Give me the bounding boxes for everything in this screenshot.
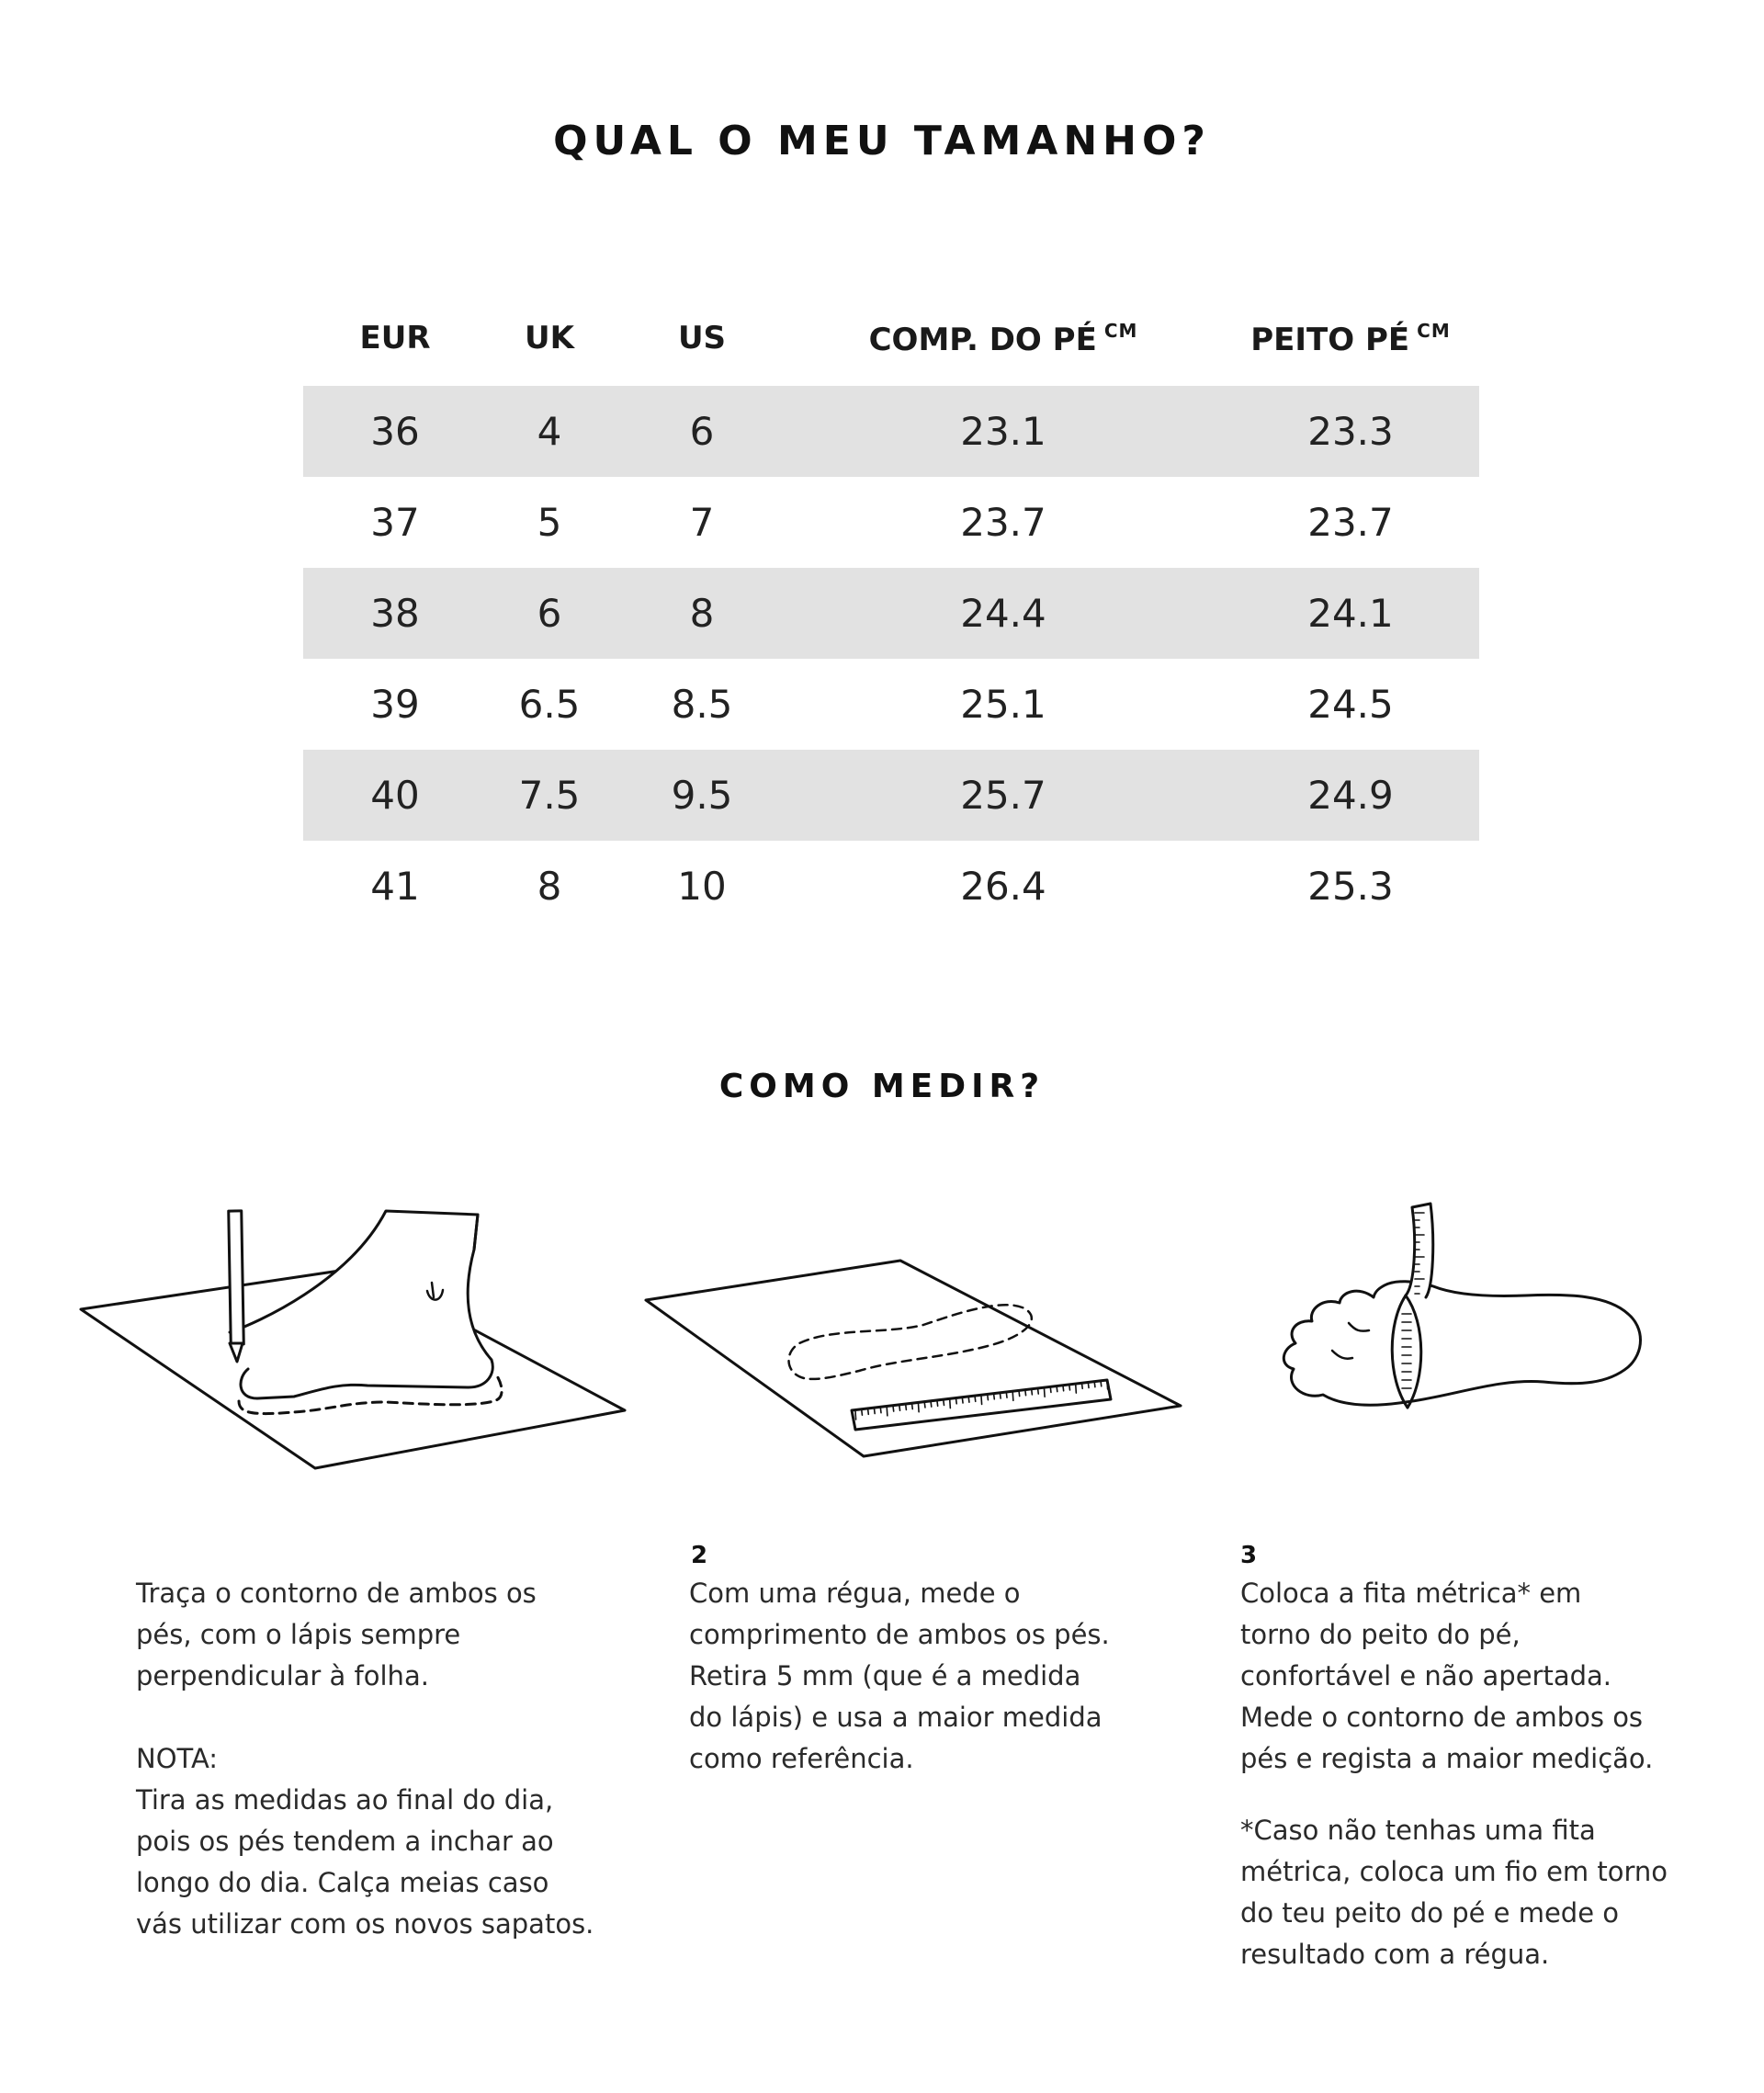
ruler-tick <box>962 1398 963 1403</box>
cell-instep: 25.3 <box>1307 864 1394 909</box>
step-3-text: Coloca a fita métrica* em torno do peito do pé, confortável e não apertada. Mede o contorno de ambos os pés e regista a maior medição. <box>1240 1578 1654 1774</box>
step-3-footnote: *Caso não tenhas uma fita métrica, coloca um fio em torno do teu peito do pé e mede o resultado com a régua. <box>1240 1815 1668 1970</box>
cell-instep: 24.1 <box>1307 591 1394 636</box>
ruler-tick <box>956 1399 957 1404</box>
cell-foot-length: 23.7 <box>960 500 1046 545</box>
cell-uk: 8 <box>537 864 562 909</box>
measuring-tape-foot-icon <box>1268 1194 1654 1433</box>
ruler-tick <box>1063 1386 1064 1391</box>
ruler-tick <box>950 1400 951 1409</box>
table-row <box>303 477 1479 568</box>
ruler-tick <box>1032 1390 1033 1395</box>
ruler-tick <box>855 1411 856 1420</box>
table-row <box>303 386 1479 477</box>
header-instep-label: PEITO PÉ <box>1250 322 1410 358</box>
page-title: QUAL O MEU TAMANHO? <box>553 118 1211 164</box>
cell-uk: 6.5 <box>518 682 581 727</box>
cell-foot-length: 25.1 <box>960 682 1046 727</box>
ruler-tick <box>875 1409 876 1414</box>
cell-eur: 39 <box>370 682 420 727</box>
note-label: NOTA: <box>136 1743 219 1774</box>
header-instep-unit: CM <box>1417 320 1451 342</box>
ruler-tick <box>1038 1389 1039 1394</box>
cell-eur: 38 <box>370 591 420 636</box>
cell-instep: 23.3 <box>1307 409 1394 454</box>
ruler-tick <box>975 1397 976 1401</box>
ruler-tick <box>931 1402 932 1407</box>
ruler-tick <box>1006 1393 1007 1397</box>
ruler-tick <box>968 1397 969 1402</box>
cell-eur: 36 <box>370 409 420 454</box>
cell-foot-length: 23.1 <box>960 409 1046 454</box>
ruler-tick <box>893 1407 894 1411</box>
cell-eur: 37 <box>370 500 420 545</box>
ruler-tick <box>868 1409 869 1414</box>
table-row <box>303 841 1479 932</box>
ruler-tick <box>924 1403 925 1408</box>
ruler-tick <box>1019 1392 1020 1397</box>
ruler-tick <box>1088 1383 1089 1387</box>
step-2-text: Com uma régua, mede o comprimento de ambos os pés. Retira 5 mm (que é a medida do lápis) e usa a maior medida como referência. <box>689 1578 1110 1774</box>
ruler-tick <box>981 1397 982 1405</box>
cell-uk: 4 <box>537 409 562 454</box>
ruler-tick <box>1107 1381 1108 1389</box>
ruler-tick <box>919 1404 920 1412</box>
cell-us: 10 <box>677 864 727 909</box>
cell-uk: 5 <box>537 500 562 545</box>
ruler-tick <box>1094 1383 1095 1387</box>
ruler-tick <box>880 1409 881 1413</box>
note-text: Tira as medidas ao final do dia, pois os pés tendem a inchar ao longo do dia. Calça meias caso vás utilizar com os novos sapatos. <box>136 1784 594 1940</box>
header-foot-length <box>869 320 1138 358</box>
header-uk: UK <box>525 320 574 356</box>
step-number-3: 3 <box>1240 1542 1258 1569</box>
section-title: COMO MEDIR? <box>718 1068 1046 1105</box>
ruler-tick <box>1101 1382 1102 1386</box>
cell-us: 9.5 <box>671 773 733 818</box>
ruler-tick <box>1076 1385 1077 1393</box>
ruler-tick <box>994 1395 995 1399</box>
table-row <box>303 750 1479 841</box>
header-eur: EUR <box>359 320 431 356</box>
header-instep <box>1250 320 1450 358</box>
ruler-tick <box>906 1405 907 1409</box>
ruler-tick <box>1025 1391 1026 1396</box>
ruler-footprint-icon <box>639 1250 1190 1470</box>
header-foot-length-unit: CM <box>1103 320 1138 342</box>
ruler-tick <box>1050 1387 1051 1392</box>
ruler-tick <box>1045 1388 1046 1397</box>
cell-instep: 24.9 <box>1307 773 1394 818</box>
ruler-tick <box>912 1405 913 1409</box>
header-foot-length-label: COMP. DO PÉ <box>868 322 1097 358</box>
step-number-2: 2 <box>691 1542 708 1569</box>
ruler-tick <box>862 1410 863 1415</box>
table-row <box>303 659 1479 750</box>
cell-instep: 24.5 <box>1307 682 1394 727</box>
step-1-text: Traça o contorno de ambos os pés, com o lápis sempre perpendicular à folha. <box>136 1578 537 1691</box>
cell-us: 6 <box>689 409 715 454</box>
cell-uk: 6 <box>537 591 562 636</box>
ruler-tick <box>899 1406 900 1410</box>
cell-foot-length: 26.4 <box>960 864 1046 909</box>
cell-eur: 40 <box>370 773 420 818</box>
cell-foot-length: 25.7 <box>960 773 1046 818</box>
cell-uk: 7.5 <box>518 773 581 818</box>
ruler-tick <box>887 1408 888 1416</box>
ruler-tick <box>1069 1386 1070 1390</box>
cell-us: 8 <box>689 591 715 636</box>
ruler-tick <box>988 1396 989 1400</box>
cell-us: 7 <box>689 500 715 545</box>
table-row <box>303 568 1479 659</box>
cell-us: 8.5 <box>671 682 733 727</box>
ruler-tick <box>1012 1392 1013 1400</box>
header-us: US <box>677 320 727 356</box>
ruler-tick <box>937 1401 938 1406</box>
cell-foot-length: 24.4 <box>960 591 1046 636</box>
foot-tracing-icon <box>74 1194 634 1479</box>
ruler-tick <box>1082 1384 1083 1388</box>
cell-eur: 41 <box>370 864 420 909</box>
cell-instep: 23.7 <box>1307 500 1394 545</box>
